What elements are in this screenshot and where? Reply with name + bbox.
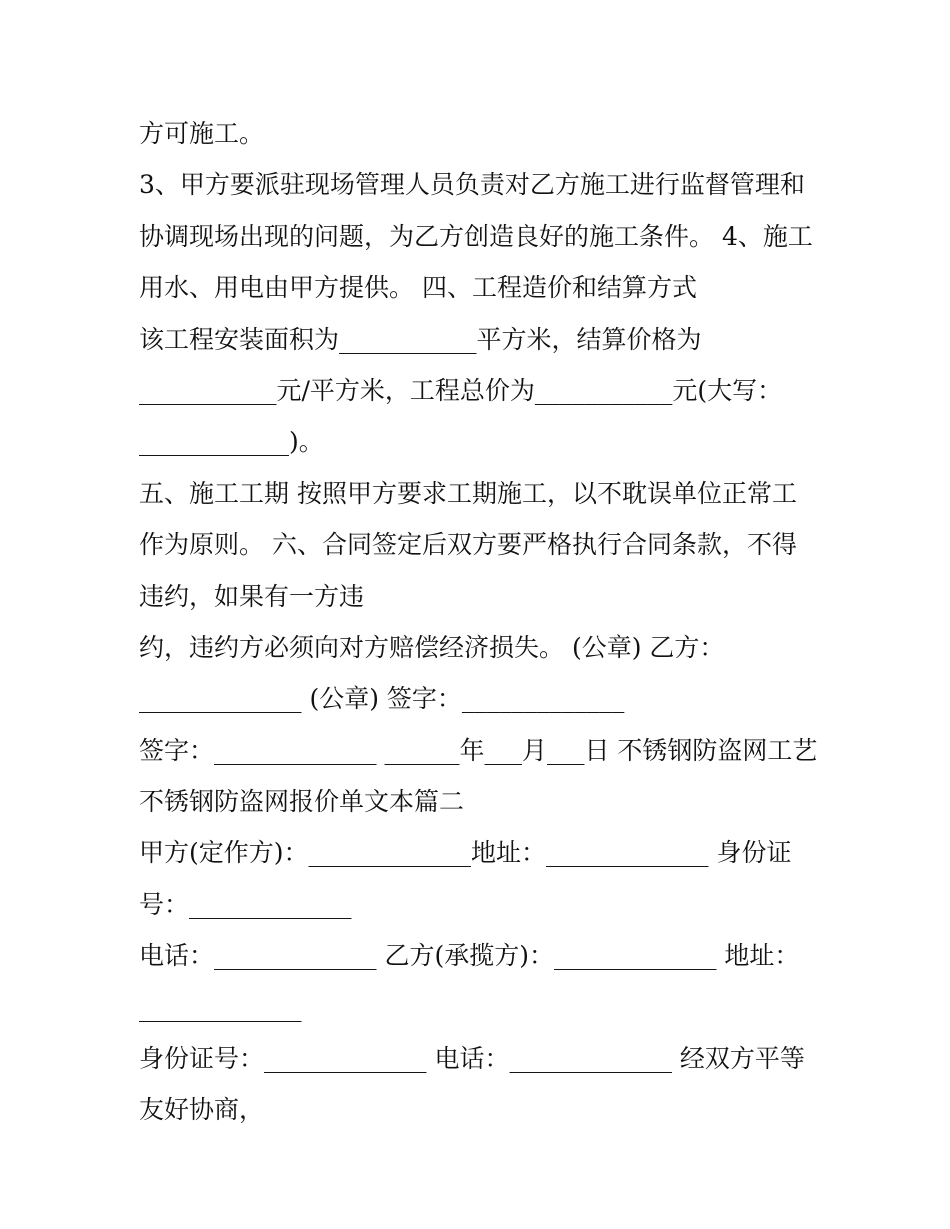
text-line: ____________)。 bbox=[139, 427, 324, 457]
text-line: 电话：_____________ 乙方(承揽方)：_____________ 地址： bbox=[139, 941, 800, 971]
text-line: _____________ bbox=[139, 992, 302, 1022]
text-line: 号：_____________ bbox=[139, 889, 352, 919]
text-line: 方可施工。 bbox=[139, 119, 265, 148]
text-line: 用水、用电由甲方提供。 四、工程造价和结算方式 bbox=[139, 273, 697, 303]
text-line: 五、施工工期 按照甲方要求工期施工，以不耽误单位正常工 bbox=[139, 478, 797, 508]
document-body bbox=[139, 108, 819, 1136]
text-line: _____________ (公章) 签字：_____________ bbox=[139, 684, 625, 714]
text-line: 签字：_____________ ______年___月___日 不锈钢防盗网工艺 bbox=[139, 735, 818, 765]
text-line: 友好协商， bbox=[139, 1095, 265, 1125]
text-line: 违约，如果有一方违 bbox=[139, 581, 365, 611]
text-line: ___________元/平方米，工程总价为___________元(大写： bbox=[139, 375, 783, 405]
text-line: 约，违约方必须向对方赔偿经济损失。 (公章) 乙方： bbox=[139, 632, 725, 662]
text-line: 该工程安装面积为___________平方米，结算价格为 bbox=[139, 324, 702, 354]
text-line: 协调现场出现的问题，为乙方创造良好的施工条件。 4、施工 bbox=[139, 221, 813, 251]
text-line: 甲方(定作方)：_____________地址：_____________ 身份证 bbox=[139, 838, 792, 868]
text-line: 作为原则。 六、合同签定后双方要严格执行合同条款，不得 bbox=[139, 530, 797, 560]
text-line: 不锈钢防盗网报价单文本篇二 bbox=[139, 787, 465, 817]
text-line: 身份证号：_____________ 电话：_____________ 经双方平等 bbox=[139, 1044, 805, 1074]
text-line: 3、甲方要派驻现场管理人员负责对乙方施工进行监督管理和 bbox=[139, 170, 805, 200]
